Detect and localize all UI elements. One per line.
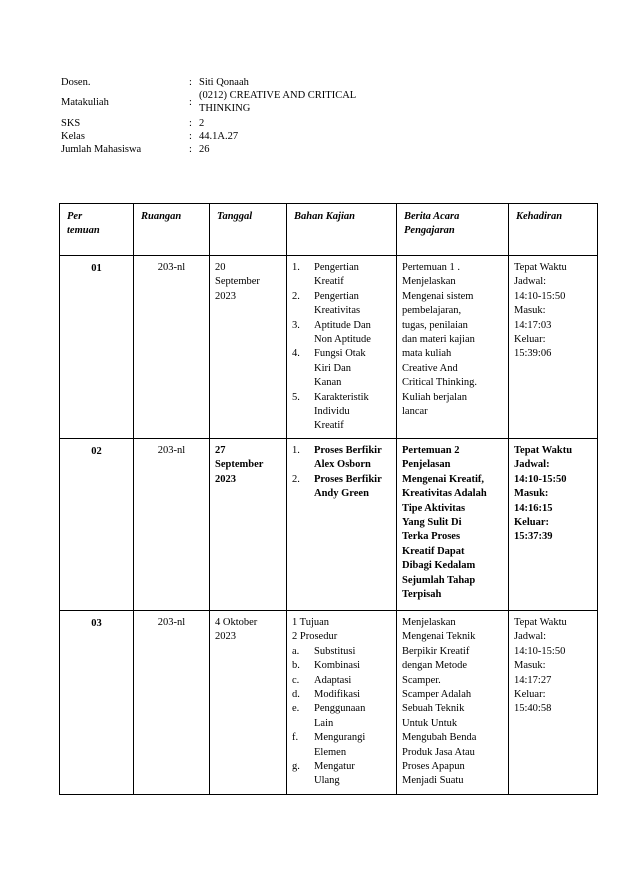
report-line: Berpikir Kreatif: [402, 645, 470, 657]
topic-list: [292, 444, 391, 502]
list-number: f.: [292, 732, 299, 744]
info-row-kelas: [61, 130, 429, 143]
topic-heading: 2 Prosedur: [292, 631, 338, 643]
table-row: [60, 438, 598, 610]
info-label: Dosen.: [61, 77, 91, 88]
report-line: Mengenai Teknik: [402, 631, 476, 643]
info-row-matakuliah: [61, 89, 429, 115]
info-value: 26: [199, 144, 210, 155]
header-pertemuan-line: Per: [67, 211, 83, 222]
report-line: Creative And: [402, 362, 458, 374]
info-row-jumlah: [61, 143, 429, 156]
report-line: Menjelaskan: [402, 616, 456, 628]
list-item: [292, 731, 391, 760]
attendance-cell: [509, 610, 598, 794]
list-item: [292, 659, 391, 673]
attendance-line: 15:39:06: [514, 348, 552, 360]
info-colon: :: [189, 131, 192, 142]
list-text: Fungsi Otak: [314, 348, 366, 360]
date-line: September: [215, 276, 260, 288]
header-tanggal: [210, 204, 287, 256]
list-item: [292, 261, 391, 290]
list-item: [292, 347, 391, 390]
attendance-line: Keluar:: [514, 334, 546, 346]
list-text: Kanan: [314, 377, 342, 389]
report-line: Critical Thinking.: [402, 377, 478, 389]
list-number: b.: [292, 660, 300, 672]
info-label: SKS: [61, 118, 81, 129]
topic-list: [292, 261, 391, 434]
report-line: Kreativitas Adalah: [402, 488, 487, 500]
room-cell: 203-nl: [134, 256, 210, 439]
attendance-line: 15:40:58: [514, 703, 552, 715]
list-text: Modifikasi: [314, 688, 361, 700]
header-pertemuan: [60, 204, 134, 256]
list-text: Andy Green: [314, 488, 369, 500]
list-text: Substitusi: [314, 645, 356, 657]
report-cell: [397, 610, 509, 794]
header-bahan-text: Bahan Kajian: [294, 211, 355, 222]
list-number: 1.: [292, 444, 300, 456]
report-line: Proses Apapun: [402, 760, 465, 772]
list-text: Mengurangi: [314, 732, 366, 744]
attendance-line: Masuk:: [514, 488, 549, 500]
list-text: Proses Berfikir: [314, 444, 382, 456]
info-label: Matakuliah: [61, 97, 109, 108]
meeting-number: 01: [60, 256, 134, 439]
report-line: Dibagi Kedalam: [402, 560, 476, 572]
attendance-line: 14:17:27: [514, 674, 552, 686]
report-line: Scamper.: [402, 674, 441, 686]
info-value-line: (0212) CREATIVE AND CRITICAL: [199, 90, 357, 101]
attendance-line: 14:10-15:50: [514, 290, 566, 302]
list-text: Mengatur: [314, 760, 355, 772]
list-text: Kreatif: [314, 276, 344, 288]
topic-cell: [287, 610, 397, 794]
list-text: Alex Osborn: [314, 459, 371, 471]
header-berita-line: Pengajaran: [404, 225, 455, 237]
list-number: a.: [292, 645, 300, 657]
header-tanggal-text: Tanggal: [217, 211, 253, 222]
report-line: Mengenai Kreatif,: [402, 473, 485, 485]
topic-cell: [287, 256, 397, 439]
report-line: Terpisah: [402, 588, 442, 600]
info-value: [199, 89, 429, 115]
topic-cell: [287, 438, 397, 610]
table-header-row: [60, 204, 598, 256]
attendance-line: Jadwal:: [514, 631, 547, 643]
report-line: Produk Jasa Atau: [402, 746, 475, 758]
table-row: [60, 610, 598, 794]
list-item: [292, 319, 391, 348]
report-line: dan materi kajian: [402, 334, 475, 346]
date-cell: [210, 438, 287, 610]
meeting-number: 02: [60, 438, 134, 610]
list-text: Non Aptitude: [314, 334, 371, 346]
attendance-line: Tepat Waktu: [514, 616, 567, 628]
date-cell: [210, 610, 287, 794]
attendance-line: Keluar:: [514, 516, 549, 528]
info-label: Jumlah Mahasiswa: [61, 144, 142, 155]
course-info: [61, 76, 429, 156]
table-row: [60, 256, 598, 439]
list-item: [292, 688, 391, 702]
header-berita-acara: [397, 204, 509, 256]
header-ruangan: [134, 204, 210, 256]
report-line: Sejumlah Tahap: [402, 574, 476, 586]
info-value: 44.1A.27: [199, 131, 239, 142]
topic-heading: 1 Tujuan: [292, 616, 330, 628]
report-line: Kuliah berjalan: [402, 391, 468, 403]
report-line: Pertemuan 1 .: [402, 262, 461, 273]
info-colon: :: [189, 77, 192, 88]
attendance-line: Masuk:: [514, 660, 546, 672]
list-item: [292, 290, 391, 319]
list-text: Proses Berfikir: [314, 473, 382, 485]
date-line: 4 Oktober: [215, 616, 258, 628]
report-line: mata kuliah: [402, 348, 452, 360]
list-text: Kreativitas: [314, 305, 361, 317]
attendance-line: Tepat Waktu: [514, 262, 567, 273]
report-line: Untuk Untuk: [402, 717, 458, 729]
list-item: [292, 391, 391, 434]
attendance-line: Jadwal:: [514, 276, 547, 288]
info-colon: :: [189, 144, 192, 155]
attendance-line: Tepat Waktu: [514, 444, 573, 456]
date-line: 2023: [215, 631, 236, 643]
report-line: Scamper Adalah: [402, 688, 472, 700]
report-cell: [397, 256, 509, 439]
meeting-number: 03: [60, 610, 134, 794]
list-number: g.: [292, 760, 300, 772]
date-line: 20: [215, 262, 226, 273]
attendance-line: Masuk:: [514, 305, 546, 317]
attendance-line: 15:37:39: [514, 531, 553, 543]
date-line: 2023: [215, 290, 236, 302]
list-item: [292, 473, 391, 502]
info-row-dosen: [61, 76, 429, 89]
info-value: [199, 76, 429, 89]
room-cell: 203-nl: [134, 438, 210, 610]
date-line: 2023: [215, 473, 236, 485]
report-line: Terka Proses: [402, 531, 461, 543]
report-line: lancar: [402, 406, 428, 418]
list-text: Pengertian: [314, 290, 359, 302]
report-line: Mengubah Benda: [402, 732, 477, 744]
date-cell: [210, 256, 287, 439]
header-kehadiran: [509, 204, 598, 256]
report-line: pembelajaran,: [402, 305, 462, 317]
topic-list: [292, 645, 391, 789]
list-number: d.: [292, 688, 300, 700]
info-colon: :: [189, 118, 192, 129]
list-item: [292, 444, 391, 473]
room-cell: 203-nl: [134, 610, 210, 794]
report-line: Kreatif Dapat: [402, 545, 465, 557]
list-number: 3.: [292, 319, 300, 331]
header-bahan-kajian: [287, 204, 397, 256]
list-text: Individu: [314, 406, 350, 418]
attendance-cell: [509, 438, 598, 610]
header-ruangan-text: Ruangan: [141, 211, 182, 222]
report-line: Menjelaskan: [402, 276, 456, 288]
list-text: Aptitude Dan: [314, 319, 371, 331]
list-text: Karakteristik: [314, 391, 369, 403]
list-text: Elemen: [314, 746, 347, 758]
info-value: 2: [199, 118, 205, 129]
header-pertemuan-line: temuan: [67, 225, 100, 237]
info-colon: :: [189, 97, 192, 108]
report-line: dengan Metode: [402, 660, 468, 672]
report-line: Tipe Aktivitas: [402, 502, 466, 514]
report-line: Sebuah Teknik: [402, 703, 465, 715]
list-item: [292, 760, 391, 789]
report-line: Mengenai sistem: [402, 290, 474, 302]
info-row-sks: [61, 117, 429, 130]
header-berita-line: Berita Acara: [404, 211, 460, 222]
list-number: 4.: [292, 348, 300, 360]
report-line: Menjadi Suatu: [402, 775, 464, 787]
list-item: [292, 645, 391, 659]
attendance-line: 14:16:15: [514, 502, 553, 514]
list-number: 1.: [292, 262, 300, 273]
attendance-table: [59, 203, 598, 795]
list-text: Penggunaan: [314, 703, 366, 715]
date-line: 27: [215, 444, 226, 456]
attendance-line: 14:10-15:50: [514, 645, 566, 657]
list-text: Ulang: [314, 775, 340, 787]
list-text: Pengertian: [314, 262, 359, 273]
report-line: Pertemuan 2: [402, 444, 460, 456]
report-cell: [397, 438, 509, 610]
list-number: e.: [292, 703, 300, 715]
attendance-line: Jadwal:: [514, 459, 550, 471]
list-text: Adaptasi: [314, 674, 352, 686]
list-text: Kombinasi: [314, 660, 361, 672]
list-number: c.: [292, 674, 300, 686]
header-kehadiran-text: Kehadiran: [516, 211, 563, 222]
list-text: Kiri Dan: [314, 362, 352, 374]
list-number: 2.: [292, 473, 300, 485]
list-text: Lain: [314, 717, 334, 729]
list-text: Kreatif: [314, 420, 344, 432]
report-line: tugas, penilaian: [402, 319, 468, 331]
attendance-line: 14:17:03: [514, 319, 552, 331]
info-value-line: THINKING: [199, 103, 251, 114]
report-line: Penjelasan: [402, 459, 451, 471]
attendance-line: Keluar:: [514, 688, 546, 700]
list-number: 2.: [292, 290, 300, 302]
list-item: [292, 702, 391, 731]
info-label: Kelas: [61, 131, 85, 142]
date-line: September: [215, 459, 264, 471]
report-line: Yang Sulit Di: [402, 516, 462, 528]
attendance-line: 14:10-15:50: [514, 473, 567, 485]
attendance-cell: [509, 256, 598, 439]
list-number: 5.: [292, 391, 300, 403]
info-value-line: Siti Qonaah: [199, 77, 249, 88]
list-item: [292, 674, 391, 688]
